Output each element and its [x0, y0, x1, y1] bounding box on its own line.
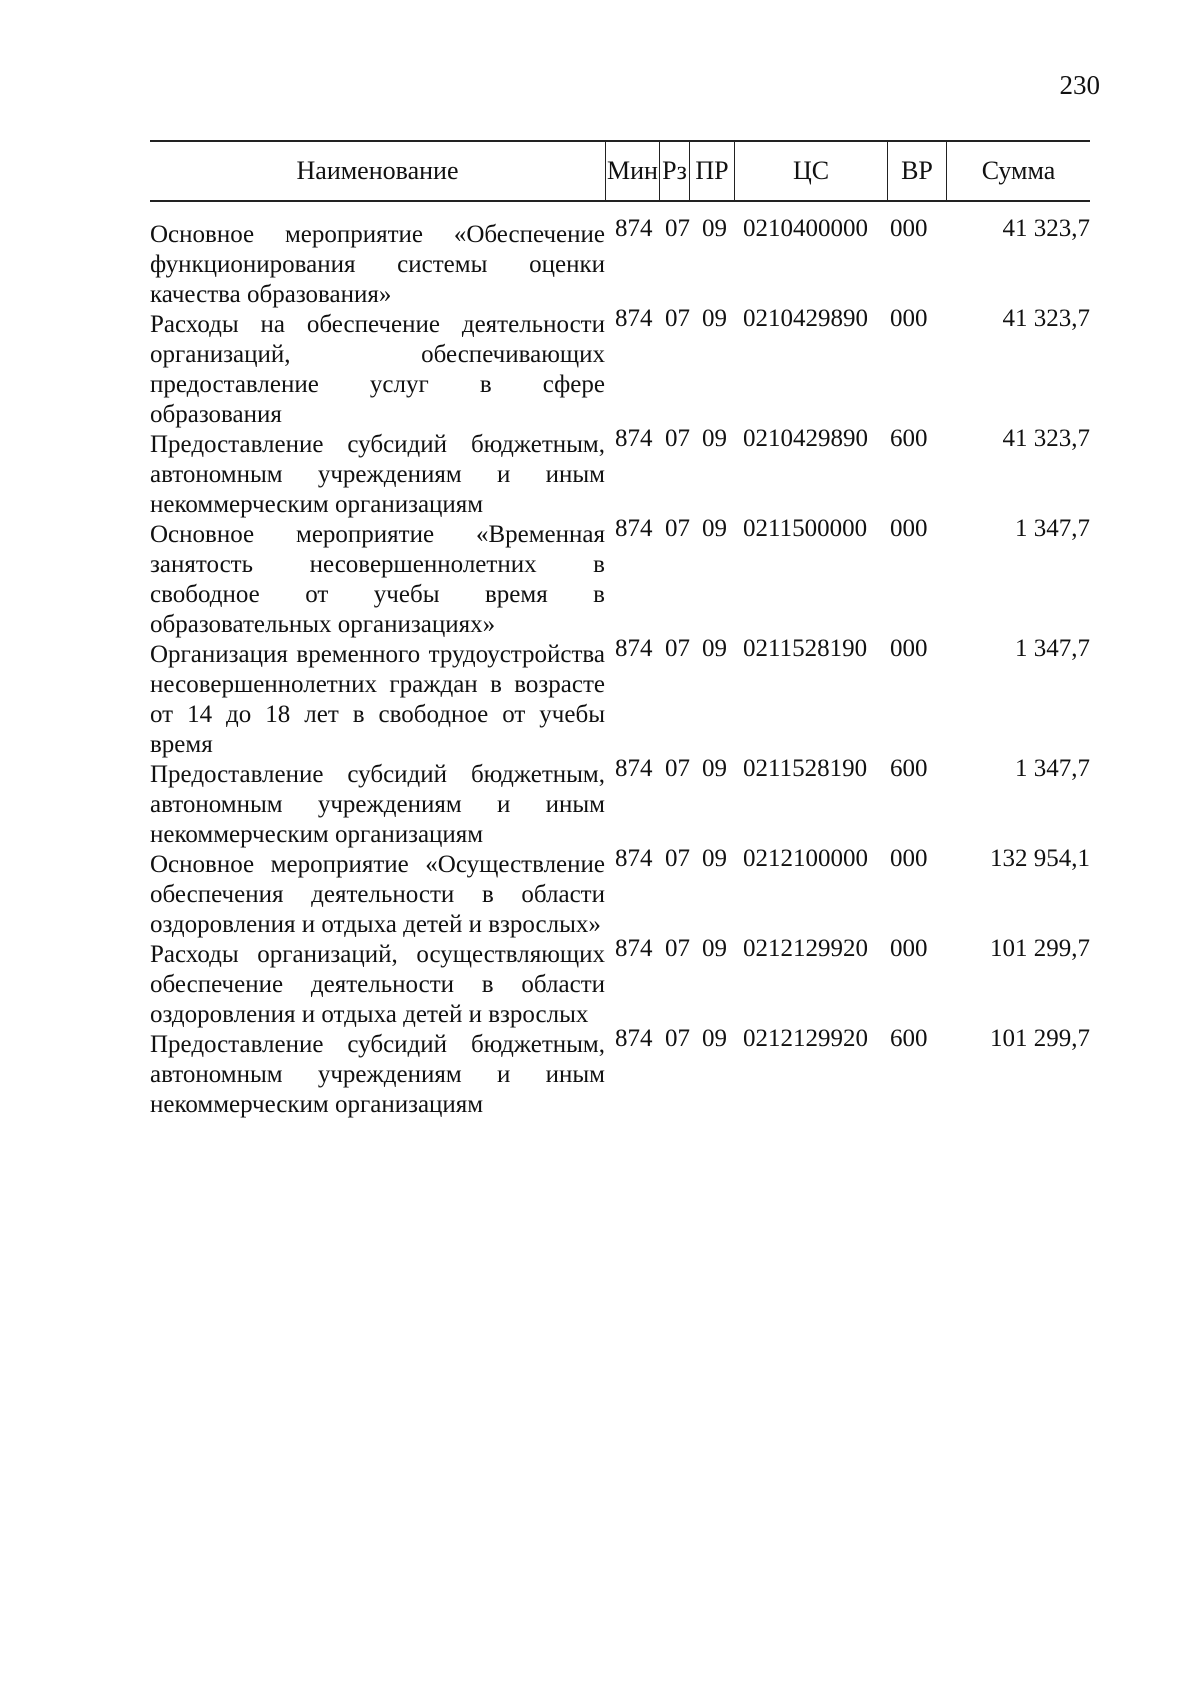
row-rz: 07	[665, 635, 690, 662]
row-pr: 09	[702, 755, 727, 782]
header-rz: Рз	[659, 142, 689, 200]
row-name: Предоставление субсидий бюджетным, автономным учреждениям и иным некоммерческим организациям	[150, 431, 605, 518]
row-cs: 0212129920	[743, 1025, 868, 1052]
row-sum: 1 347,7	[1015, 755, 1090, 782]
table-row	[150, 515, 1090, 640]
row-vr: 600	[890, 755, 928, 782]
row-cs: 0211528190	[743, 635, 868, 662]
row-sum: 41 323,7	[1002, 305, 1090, 332]
row-rz: 07	[665, 215, 690, 242]
row-min: 874	[615, 305, 653, 332]
table-row	[150, 755, 1090, 850]
table-header	[150, 140, 1090, 202]
table-row	[150, 1025, 1090, 1120]
row-pr: 09	[702, 215, 727, 242]
row-rz: 07	[665, 755, 690, 782]
row-pr: 09	[702, 935, 727, 962]
header-cs: ЦС	[734, 142, 887, 200]
row-cs: 0212129920	[743, 935, 868, 962]
row-cs: 0210429890	[743, 305, 868, 332]
row-cs: 0211500000	[743, 515, 868, 542]
row-min: 874	[615, 1025, 653, 1052]
row-sum: 1 347,7	[1015, 515, 1090, 542]
row-vr: 000	[890, 305, 928, 332]
row-min: 874	[615, 515, 653, 542]
row-cs: 0212100000	[743, 845, 868, 872]
page-number: 230	[1059, 70, 1100, 100]
row-name: Расходы на обеспечение деятельности организаций, обеспечивающих предоставление услуг в сфере образования	[150, 311, 605, 428]
header-sum: Сумма	[946, 142, 1090, 200]
row-vr: 000	[890, 845, 928, 872]
row-name: Организация временного трудоустройства несовершеннолетних граждан в возрасте от 14 до 18 лет в свободное от учебы время	[150, 641, 605, 758]
header-name: Наименование	[296, 156, 459, 185]
budget-table	[150, 140, 1090, 1118]
row-vr: 000	[890, 215, 928, 242]
row-rz: 07	[665, 515, 690, 542]
row-sum: 1 347,7	[1015, 635, 1090, 662]
row-rz: 07	[665, 1025, 690, 1052]
row-name: Основное мероприятие «Обеспечение функционирования системы оценки качества образования»	[150, 221, 605, 308]
row-name: Основное мероприятие «Осуществление обеспечения деятельности в области оздоровления и отдыха детей и взрослых»	[150, 851, 605, 938]
table-body	[150, 215, 1090, 1120]
row-sum: 132 954,1	[990, 845, 1090, 872]
row-cs: 0211528190	[743, 755, 868, 782]
table-row	[150, 935, 1090, 1030]
row-pr: 09	[702, 845, 727, 872]
row-min: 874	[615, 755, 653, 782]
table-row	[150, 215, 1090, 310]
row-vr: 000	[890, 515, 928, 542]
header-min: Мин	[605, 142, 659, 200]
row-rz: 07	[665, 425, 690, 452]
row-rz: 07	[665, 845, 690, 872]
row-min: 874	[615, 845, 653, 872]
table-row	[150, 425, 1090, 520]
table-row	[150, 845, 1090, 940]
row-name: Расходы организаций, осуществляющих обеспечение деятельности в области оздоровления и отдыха детей и взрослых	[150, 941, 605, 1028]
row-rz: 07	[665, 305, 690, 332]
row-sum: 41 323,7	[1002, 215, 1090, 242]
row-pr: 09	[702, 635, 727, 662]
row-vr: 600	[890, 425, 928, 452]
table-row	[150, 635, 1090, 760]
row-min: 874	[615, 635, 653, 662]
row-name: Предоставление субсидий бюджетным, автономным учреждениям и иным некоммерческим организациям	[150, 1031, 605, 1118]
row-min: 874	[615, 215, 653, 242]
row-vr: 000	[890, 935, 928, 962]
header-pr: ПР	[689, 142, 734, 200]
row-name: Основное мероприятие «Временная занятость несовершеннолетних в свободное от учебы время в образовательных организациях»	[150, 521, 605, 638]
row-min: 874	[615, 935, 653, 962]
header-vr: ВР	[887, 142, 946, 200]
row-sum: 41 323,7	[1002, 425, 1090, 452]
row-cs: 0210400000	[743, 215, 868, 242]
row-pr: 09	[702, 425, 727, 452]
row-vr: 000	[890, 635, 928, 662]
row-min: 874	[615, 425, 653, 452]
row-name: Предоставление субсидий бюджетным, автономным учреждениям и иным некоммерческим организациям	[150, 761, 605, 848]
row-pr: 09	[702, 1025, 727, 1052]
row-vr: 600	[890, 1025, 928, 1052]
row-sum: 101 299,7	[990, 1025, 1090, 1052]
row-pr: 09	[702, 305, 727, 332]
table-row	[150, 305, 1090, 430]
row-sum: 101 299,7	[990, 935, 1090, 962]
row-pr: 09	[702, 515, 727, 542]
row-rz: 07	[665, 935, 690, 962]
row-cs: 0210429890	[743, 425, 868, 452]
